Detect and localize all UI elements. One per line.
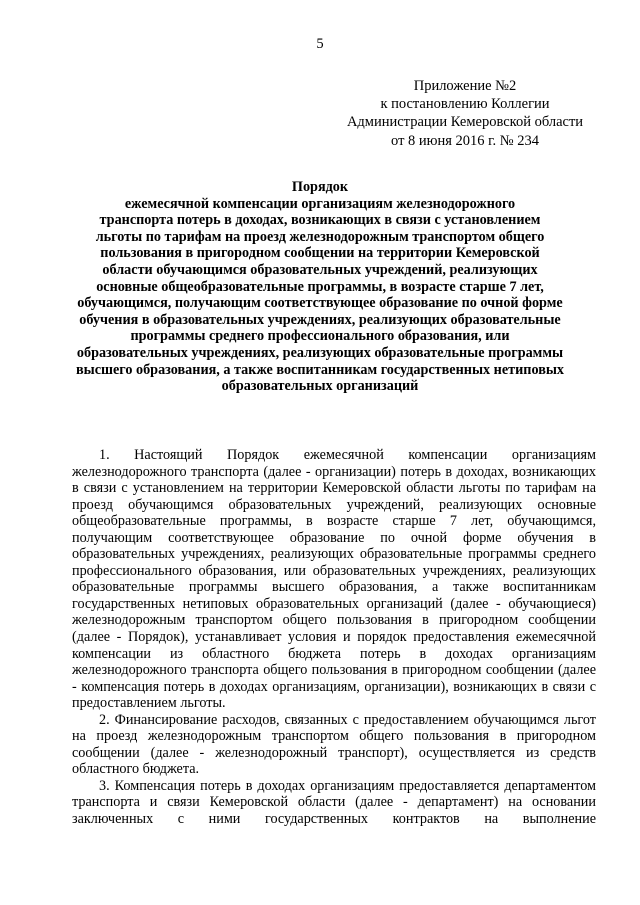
title-line: образовательных организаций — [221, 378, 419, 395]
title-line: транспорта потерь в доходах, возникающих в связи с установлением — [99, 212, 541, 229]
title-line: основные общеобразовательные программы, в возрасте старше 7 лет, — [96, 278, 544, 295]
paragraph-1: 1. Настоящий Порядок ежемесячной компенсации организациям железнодорожного транспорта (далее - организации) потерь в доходах, возникающих в связи с установлением на территории Кемеровской области льготы по тарифам на проезд обучающимся образовательных учреждений, реализующих основные общеобразовательные программы, в возрасте старше 7 лет, обучающимся, получающим соответствующее образование по очной форме обучения в образовательных учреждениях, реализующих образовательные программы среднего профессионального образования, или образовательных учреждениях, реализующих образовательные программы высшего образования, а также воспитанникам государственных нетиповых образовательных организаций (далее - обучающиеся) железнодорожным транспортом общего пользования в пригородном сообщении (далее - Порядок), устанавливает условия и порядок предоставления ежемесячной компенсации из областного бюджета потерь в доходах организациям железнодорожного транспорта общего пользования в пригородном сообщении (далее - компенсация потерь в доходах организациям, организации), возникающих в связи с предоставлением льготы. — [72, 447, 596, 712]
title-line: обучения в образовательных учреждениях, реализующих образовательные — [79, 311, 561, 328]
document-body — [72, 447, 596, 828]
appendix-line: Администрации Кемеровской области — [346, 114, 584, 131]
appendix-line: к постановлению Коллегии — [380, 96, 550, 113]
appendix-header — [320, 77, 610, 150]
title-line: области обучающимся образовательных учреждений, реализующих — [102, 261, 538, 278]
title-line: образовательных учреждениях, реализующих образовательные программы — [76, 344, 564, 361]
appendix-line: от 8 июня 2016 г. № 234 — [391, 132, 539, 149]
title-line: ежемесячной компенсации организациям железнодорожного — [124, 195, 516, 212]
title-line: льготы по тарифам на проезд железнодорожным транспортом общего — [95, 228, 545, 245]
title-line: высшего образования, а также воспитанникам государственных нетиповых — [75, 361, 565, 378]
title-line: обучающимся, получающим соответствующее образование по очной форме — [77, 295, 563, 312]
appendix-line: Приложение №2 — [413, 78, 517, 94]
document-title — [60, 179, 580, 395]
page-number: 5 — [316, 36, 324, 52]
title-line: программы среднего профессионального образования, или — [130, 328, 510, 345]
paragraph-2: 2. Финансирование расходов, связанных с предоставлением обучающимся льгот на проезд железнодорожным транспортом общего пользования в пригородном сообщении (далее - железнодорожный транспорт), осуществляется из средств областного бюджета. — [72, 711, 596, 778]
title-line: Порядок — [291, 179, 349, 195]
paragraph-3: 3. Компенсация потерь в доходах организациям предоставляется департаментом транспорта и связи Кемеровской области (далее - департамент) на основании заключенных с ними государственных контрактов на выполнение — [72, 777, 596, 828]
title-line: пользования в пригородном сообщении на территории Кемеровской — [100, 245, 540, 262]
